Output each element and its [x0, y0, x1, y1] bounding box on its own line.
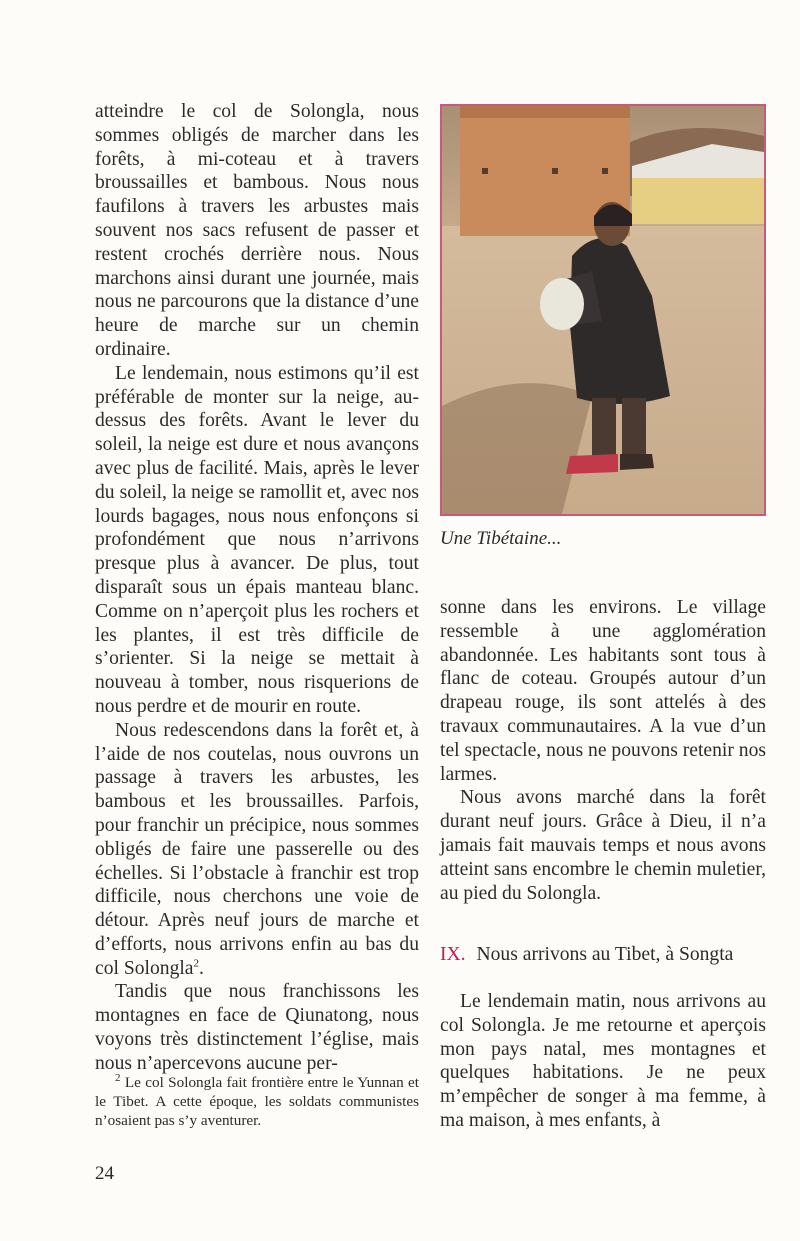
right-column-continued: [440, 990, 766, 1133]
left-column: [95, 100, 419, 1076]
footnote-marker: 2: [115, 1071, 121, 1084]
footnote-body: Le col Solongla fait frontière entre le Yunnan et le Tibet. A cette époque, les soldats communistes n’osaient pas s’y aventurer.: [95, 1074, 420, 1129]
paragraph: Tandis que nous franchissons les montagnes en face de Qiunatong, nous voyons très distinctement l’église, mais nous n’apercevons aucune per-: [95, 981, 419, 1074]
paragraph: atteindre le col de Solongla, nous sommes obligés de marcher dans les forêts, à mi-coteau et à travers broussailles et bambous. Nous nous faufilons à travers les arbustes mais souvent nos sacs refusent de passer et restent crochés derrière nous. Nous marchons ainsi durant une journée, mais nous ne parcourons que la distance d’une heure de marche sur un chemin ordinaire.: [95, 101, 419, 360]
photo-tibetan-woman: [440, 104, 766, 516]
photo-caption: Une Tibétaine...: [440, 528, 562, 549]
section-title: Nous arrivons au Tibet, à Songta: [476, 944, 734, 965]
paragraph: Nous avons marché dans la forêt durant neuf jours. Grâce à Dieu, il n’a jamais fait mauvais temps et nous avons atteint sans encombre le chemin muletier, au pied du Solongla.: [440, 787, 766, 904]
footnote: [95, 1073, 419, 1130]
section-heading: [440, 944, 780, 966]
paragraph: Le lendemain matin, nous arrivons au col Solongla. Je me retourne et aperçois mon pays natal, mes montagnes et quelques habitations. Je ne peux m’empêcher de songer à ma femme, à ma maison, à mes enfants, à: [440, 991, 766, 1131]
footnote-reference: 2: [193, 957, 200, 970]
footnote-text: [95, 1073, 419, 1130]
paragraph: Le lendemain, nous estimons qu’il est préférable de monter sur la neige, au-dessus des forêts. Avant le lever du soleil, la neige est dure et nous avançons avec plus de facilité. Mais, après le lever du soleil, la neige se ramollit et, avec nos lourds bagages, nous nous enfonçons si profondément que nous n’arrivons presque plus à avancer. De plus, tout disparaît sous un épais manteau blanc. Comme on n’aperçoit plus les rochers et les plantes, il est très difficile de s’orienter. Si la neige se mettait à nouveau à tomber, nous risquerions de nous perdre et de mourir en route.: [95, 362, 419, 717]
page-number: 24: [95, 1163, 114, 1184]
paragraph: sonne dans les environs. Le village ressemble à une agglomération abandonnée. Les habitants sont tous à flanc de coteau. Groupés autour d’un drapeau rouge, ils sont attelés à des travaux communautaires. A la vue d’un tel spectacle, nous ne pouvons retenir nos larmes.: [440, 597, 766, 785]
section-number: IX.: [440, 944, 466, 965]
photo-illustration: [442, 106, 764, 514]
paragraph-text: Nous redescendons dans la forêt et, à l’aide de nos coutelas, nous ouvrons un passage à travers les arbustes, les bambous et les broussailles. Parfois, pour franchir un précipice, nous sommes obligés de faire une passerelle ou des échelles. Si l’obstacle à franchir est trop difficile, nous cherchons une voie de détour. Après neuf jours de marche et d’efforts, nous arrivons enfin au bas du col Solongla: [95, 719, 419, 979]
paragraph: Nous redescendons dans la forêt et, à l’aide de nos coutelas, nous ouvrons un passage à travers les arbustes, les bambous et les broussailles. Parfois, pour franchir un précipice, nous sommes obligés de faire une passerelle ou des échelles. Si l’obstacle à franchir est trop difficile, nous cherchons une voie de détour. Après neuf jours de marche et d’efforts, nous arrivons enfin au bas du col Solongla$^2$.: [95, 719, 419, 979]
right-column: [440, 596, 766, 905]
